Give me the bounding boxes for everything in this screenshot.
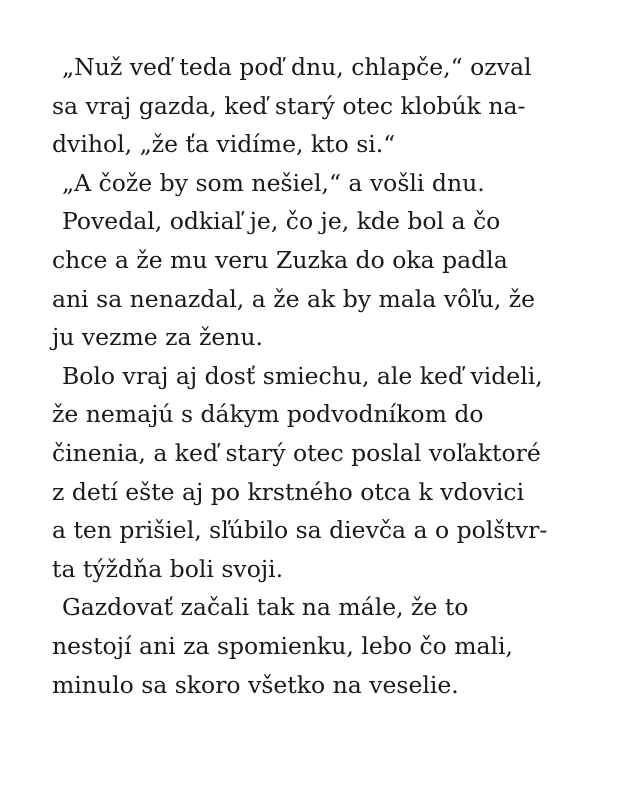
paragraph-line: Gazdovať začali tak na mále, že to [62, 593, 469, 622]
paragraph-line: činenia, a keď starý otec poslal voľaktoré [52, 438, 541, 467]
paragraph-line: nestojí ani za spomienku, lebo čo mali, [52, 631, 514, 660]
paragraph-line: Bolo vraj aj dosť smiechu, ale keď videli, [62, 361, 543, 390]
document-page [52, 48, 632, 704]
paragraph-line: ju vezme za ženu. [52, 323, 264, 352]
paragraph-line: a ten prišiel, sľúbilo sa dievča a o polštvr- [52, 516, 548, 545]
paragraph-line: „Nuž veď teda poď dnu, chlapče,“ ozval [62, 53, 532, 81]
paragraph-line: dvihol, „že ťa vidíme, kto si.“ [52, 130, 396, 159]
paragraph-line: že nemajú s dákym podvodníkom do [52, 400, 484, 429]
paragraph-line: chce a že mu veru Zuzka do oka padla [52, 245, 508, 274]
paragraph-line: Povedal, odkiaľ je, čo je, kde bol a čo [62, 207, 501, 236]
paragraph-line: sa vraj gazda, keď starý otec klobúk na- [52, 91, 526, 120]
paragraph-line: „A čože by som nešiel,“ a vošli dnu. [62, 168, 485, 197]
paragraph-line: ani sa nenazdal, a že ak by mala vôľu, že [52, 284, 536, 313]
paragraph-line: ta týždňa boli svoji. [52, 554, 284, 583]
paragraph-line: z detí ešte aj po krstného otca k vdovici [52, 477, 525, 506]
paragraph-line: minulo sa skoro všetko na veselie. [52, 670, 459, 699]
